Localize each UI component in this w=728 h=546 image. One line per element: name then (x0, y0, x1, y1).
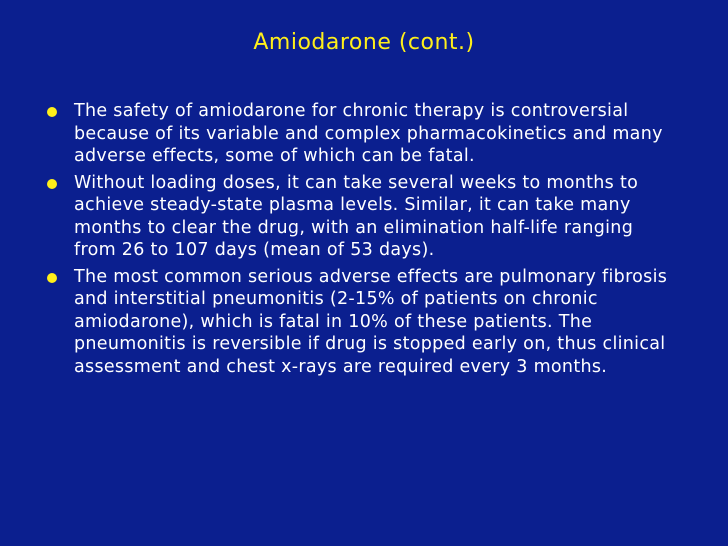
bullet-dot-icon (47, 273, 57, 283)
bullet-text: The safety of amiodarone for chronic therapy is controversial because of its variable and complex pharmacokinetics and many adverse effects, some of which can be fatal. (74, 101, 663, 166)
bullet-text: Without loading doses, it can take several weeks to months to achieve steady-state plasma levels. Similar, it can take many months to clear the drug, with an elimination half-life ranging from 26 to 107 days (mean of 53 days). (74, 172, 639, 260)
bullet-item-pharmacokinetics (40, 172, 680, 262)
bullet-dot-icon (47, 179, 57, 189)
bullet-list (40, 100, 680, 382)
slide-title: Amiodarone (cont.) (253, 30, 475, 55)
bullet-text: The most common serious adverse effects are pulmonary fibrosis and interstitial pneumonitis (2-15% of patients on chronic amiodarone), which is fatal in 10% of these patients. The pneumonitis is reversible if drug is stopped early on, thus clinical assessment and chest x-rays are required every 3 months. (74, 266, 668, 377)
bullet-dot-icon (47, 107, 57, 117)
bullet-item-adverse-effects (40, 266, 680, 379)
bullet-item-safety (40, 100, 680, 168)
